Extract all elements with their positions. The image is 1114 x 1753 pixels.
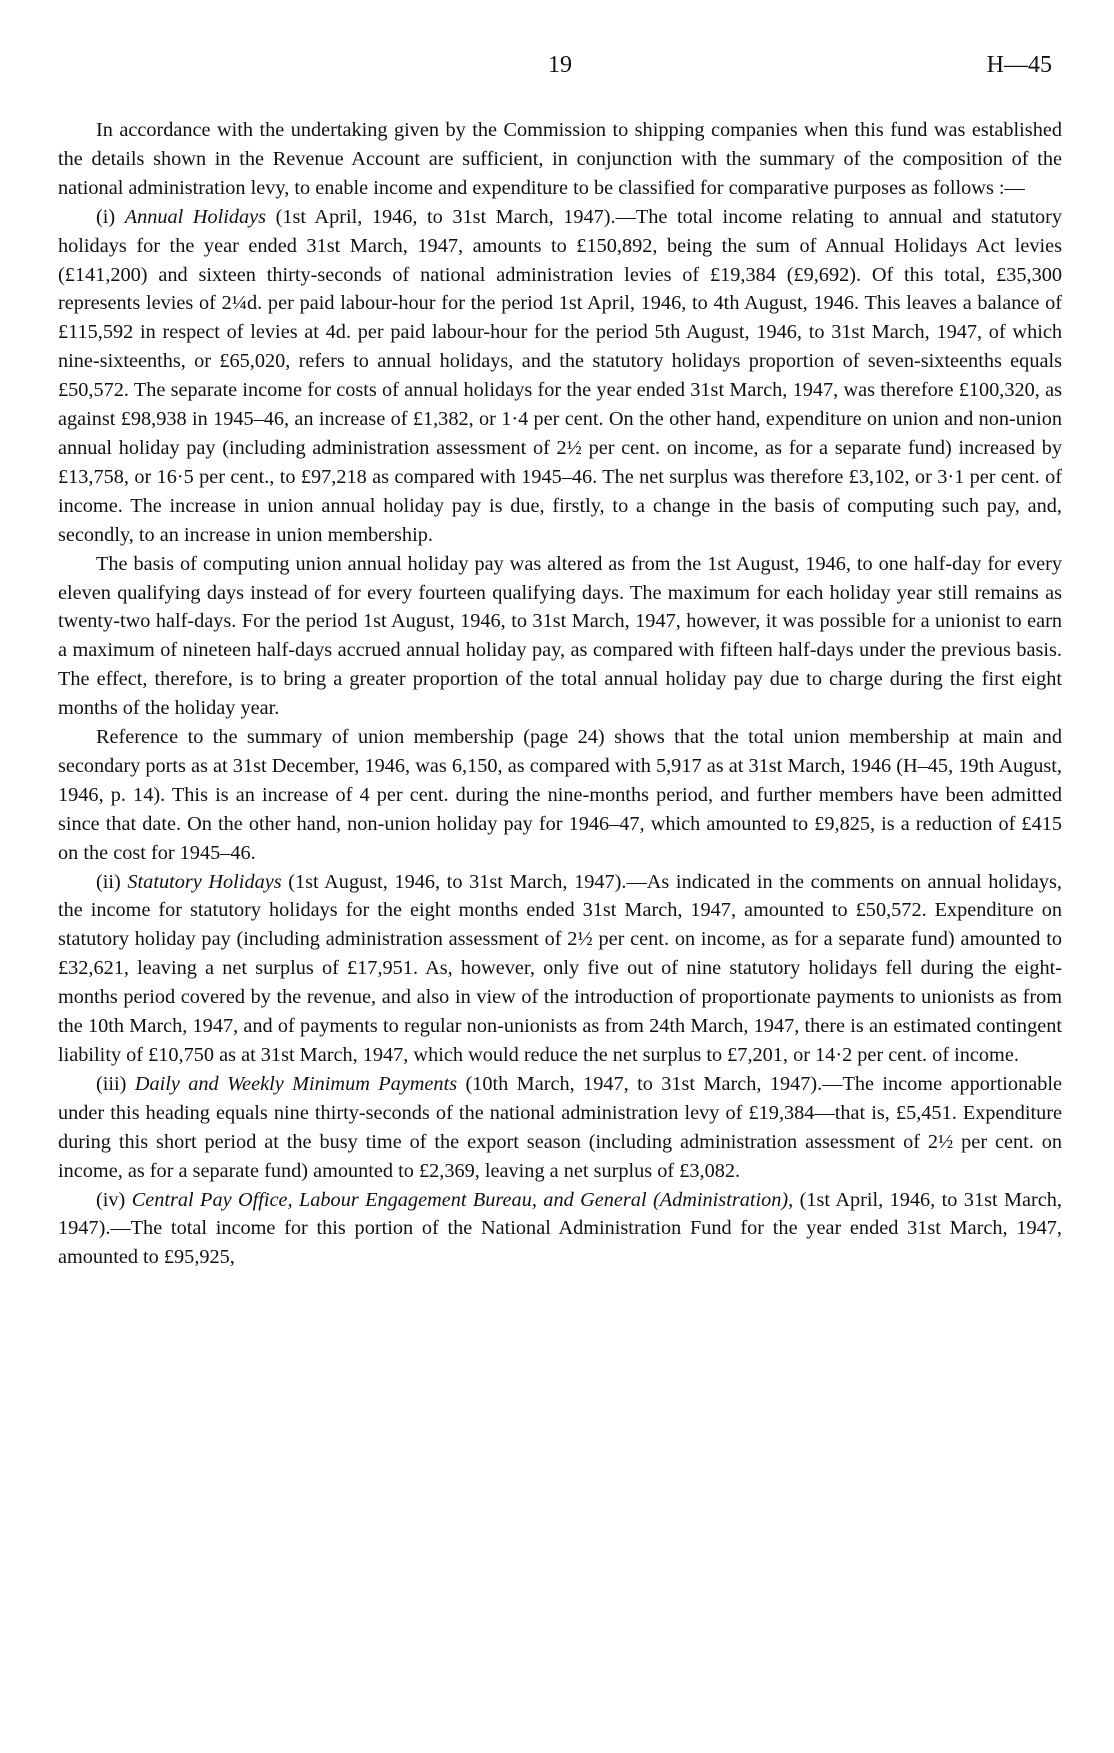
- paragraph-central-pay-office: [58, 1186, 1062, 1273]
- section-number: (i): [96, 205, 125, 228]
- body-text: [58, 116, 1062, 1272]
- paragraph-text: (10th March, 1947, to 31st March, 1947).—The income apportionable under this heading equals nine thirty-seconds of the national administration levy of £19,384—that is, £5,451. Expenditure during this short period at the busy time of the export season (including administration assessment of 2½ per cent. on income, as for a separate fund) amounted to £2,369, leaving a net surplus of £3,082.: [58, 1072, 1062, 1182]
- page-header: [58, 48, 1062, 88]
- paragraph-minimum-payments: [58, 1070, 1062, 1186]
- paragraph-text: Reference to the summary of union membership (page 24) shows that the total union membership at main and secondary ports as at 31st December, 1946, was 6,150, as compared with 5,917 as at 31st March, 1946 (H–45, 19th August, 1946, p. 14). This is an increase of 4 per cent. during the nine-months period, and further members have been admitted since that date. On the other hand, non-union holiday pay for 1946–47, which amounted to £9,825, is a reduction of £415 on the cost for 1945–46.: [58, 726, 1062, 864]
- paragraph-annual-holidays: [58, 203, 1062, 550]
- paragraph-text: In accordance with the undertaking given by the Commission to shipping companies when this fund was established the details shown in the Revenue Account are sufficient, in conjunction with the summary of the composition of the national administration levy, to enable income and expenditure to be classified for comparative purposes as follows :—: [58, 119, 1062, 199]
- section-number: (ii): [96, 870, 128, 893]
- section-heading: Central Pay Office, Labour Engagement Bureau, and General (Administration),: [131, 1188, 794, 1211]
- page-number: 19: [548, 52, 572, 78]
- paragraph-text: The basis of computing union annual holiday pay was altered as from the 1st August, 1946, to one half-day for every eleven qualifying days instead of for every fourteen qualifying days. The maximum for each holiday year still remains as twenty-two half-days. For the period 1st August, 1946, to 31st March, 1947, however, it was possible for a unionist to earn a maximum of nineteen half-days accrued annual holiday pay, as compared with fifteen half-days under the previous basis. The effect, therefore, is to bring a greater proportion of the total annual holiday pay due to charge during the first eight months of the holiday year.: [58, 552, 1062, 720]
- paragraph-union-membership: [58, 723, 1062, 868]
- paragraph-basis-of-computing: [58, 550, 1062, 723]
- section-heading: Daily and Weekly Minimum Payments: [134, 1072, 458, 1095]
- paragraph-text: (1st April, 1946, to 31st March, 1947).—The total income relating to annual and statutory holidays for the year ended 31st March, 1947, amounts to £150,892, being the sum of Annual Holidays Act levies (£141,200) and sixteen thirty-seconds of national administration levies of £19,384 (£9,692). Of this total, £35,300 represents levies of 2¼d. per paid labour-hour for the period 1st April, 1946, to 4th August, 1946. This leaves a balance of £115,592 in respect of levies at 4d. per paid labour-hour for the period 5th August, 1946, to 31st March, 1947, of which nine-sixteenths, or £65,020, refers to annual holidays, and the statutory holidays proportion of seven-sixteenths equals £50,572. The separate income for costs of annual holidays for the year ended 31st March, 1947, was therefore £100,320, as against £98,938 in 1945–46, an increase of £1,382, or 1·4 per cent. On the other hand, expenditure on union and non-union annual holiday pay (including administration assessment of 2½ per cent. on income, as for a separate fund) increased by £13,758, or 16·5 per cent., to £97,218 as compared with 1945–46. The net surplus was therefore £3,102, or 3·1 per cent. of income. The increase in union annual holiday pay is due, firstly, to a change in the basis of computing such pay, and, secondly, to an increase in union membership.: [58, 205, 1062, 546]
- document-page: [58, 48, 1062, 1272]
- paragraph-statutory-holidays: [58, 868, 1062, 1070]
- section-heading: Statutory Holidays: [127, 870, 282, 893]
- document-reference: H—45: [986, 52, 1052, 78]
- section-heading: Annual Holidays: [124, 205, 267, 228]
- paragraph-intro: [58, 116, 1062, 203]
- section-number: (iv): [96, 1188, 132, 1211]
- section-number: (iii): [96, 1072, 135, 1095]
- paragraph-text: (1st August, 1946, to 31st March, 1947).—As indicated in the comments on annual holidays, the income for statutory holidays for the eight months ended 31st March, 1947, amounted to £50,572. Expenditure on statutory holiday pay (including administration assessment of 2½ per cent. on income, as for a separate fund) amounted to £32,621, leaving a net surplus of £17,951. As, however, only five out of nine statutory holidays fell during the eight-months period covered by the revenue, and also in view of the introduction of proportionate payments to unionists as from the 10th March, 1947, and of payments to regular non-unionists as from 24th March, 1947, there is an estimated contingent liability of £10,750 as at 31st March, 1947, which would reduce the net surplus to £7,201, or 14·2 per cent. of income.: [58, 870, 1063, 1066]
- paragraph-text: (1st April, 1946, to 31st March, 1947).—The total income for this portion of the National Administration Fund for the year ended 31st March, 1947, amounted to £95,925,: [58, 1188, 1063, 1269]
